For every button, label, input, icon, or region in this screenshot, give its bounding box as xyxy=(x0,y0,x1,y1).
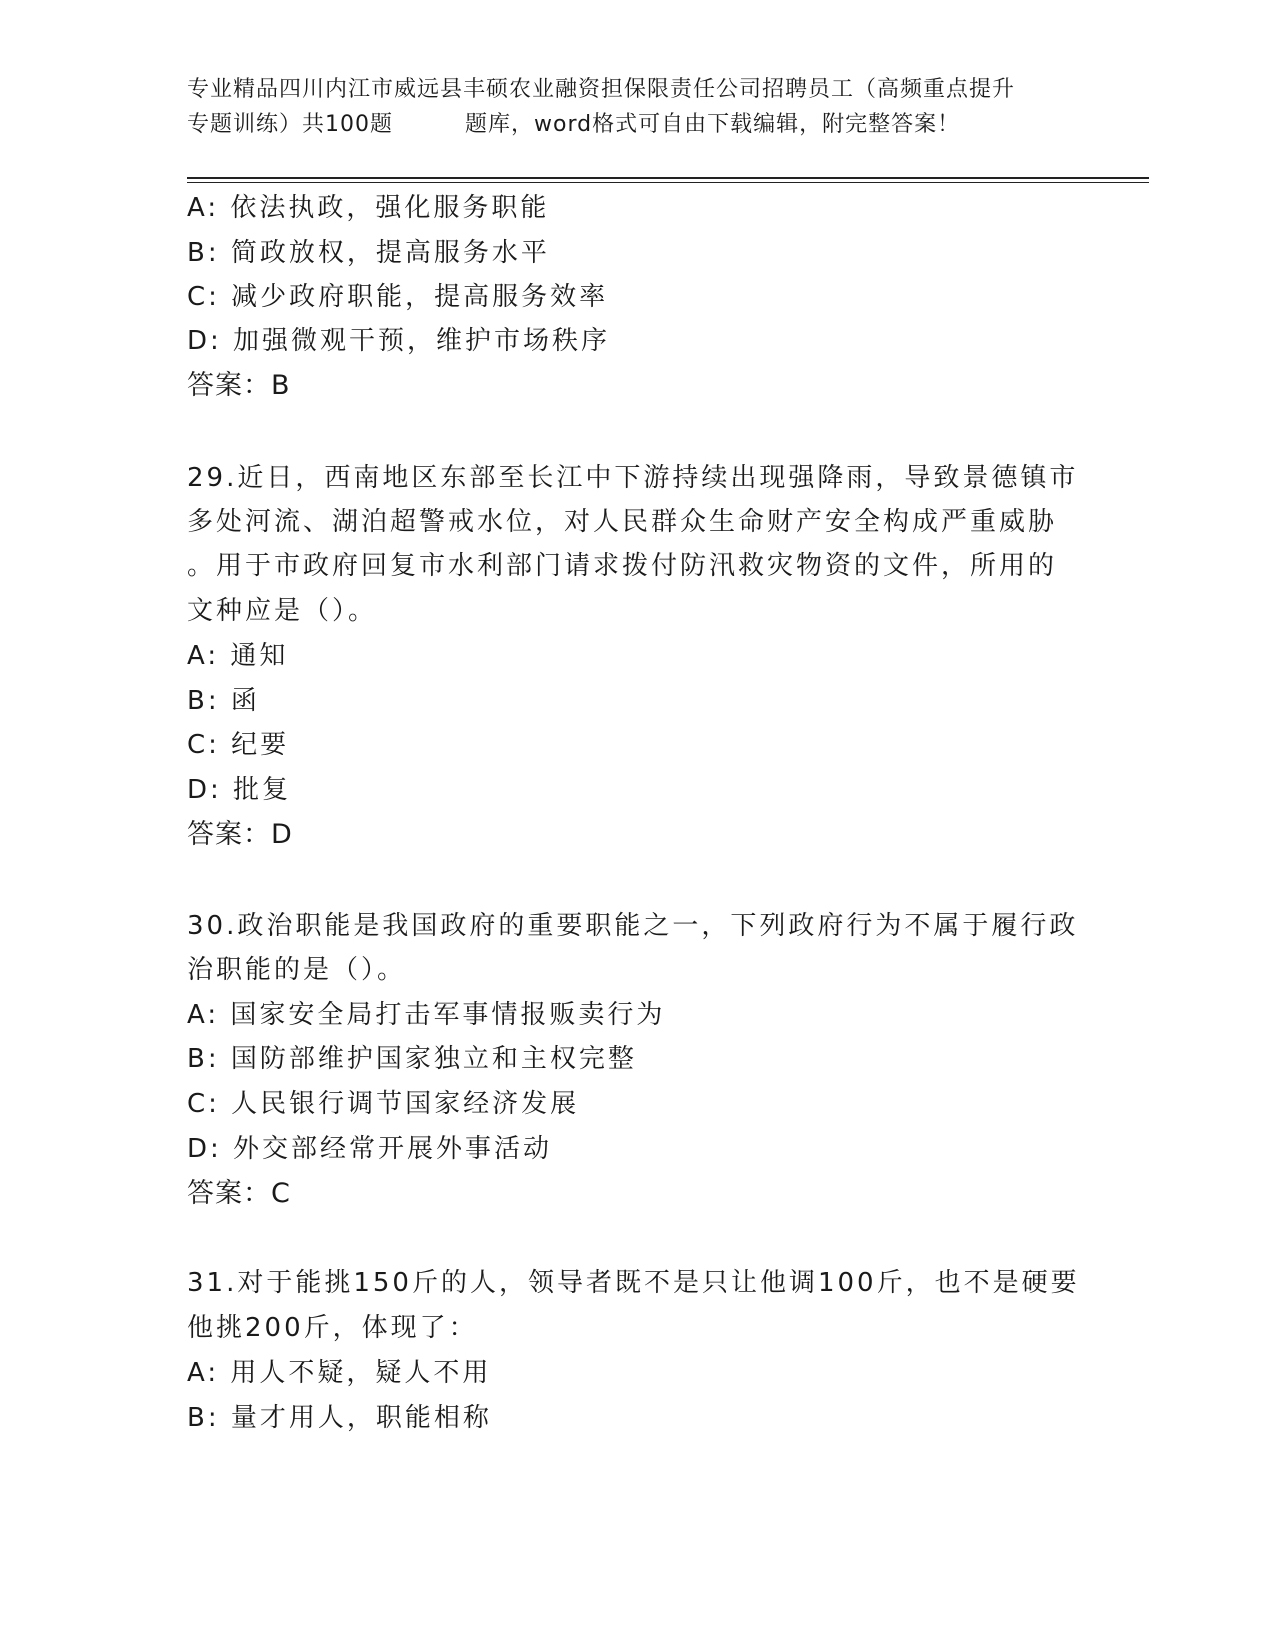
q29-stem-line-3: 。用于市政府回复市水利部门请求拨付防汛救灾物资的文件，所用的 xyxy=(187,551,1058,581)
q31-option-a: A: 用人不疑，疑人不用 xyxy=(187,1358,492,1388)
header-divider-thin xyxy=(187,182,1149,183)
q29-option-a: A: 通知 xyxy=(187,641,289,671)
q31-option-b: B: 量才用人，职能相称 xyxy=(187,1403,492,1433)
q31-stem-line-1: 31.对于能挑150斤的人，领导者既不是只让他调100斤，也不是硬要 xyxy=(187,1268,1080,1298)
header-line-2 xyxy=(187,107,1087,142)
q31-stem-line-2: 他挑200斤，体现了： xyxy=(187,1313,478,1343)
header-divider-thick xyxy=(187,177,1149,179)
document-header xyxy=(187,72,1087,142)
q28-option-b: B: 简政放权，提高服务水平 xyxy=(187,238,550,268)
q30-answer: 答案：C xyxy=(187,1178,291,1209)
q29-option-b: B: 函 xyxy=(187,686,260,716)
q30-option-a: A: 国家安全局打击军事情报贩卖行为 xyxy=(187,1000,666,1030)
q30-stem-line-1: 30.政治职能是我国政府的重要职能之一，下列政府行为不属于履行政 xyxy=(187,911,1079,941)
q30-option-d: D: 外交部经常开展外事活动 xyxy=(187,1134,553,1164)
q28-option-d: D: 加强微观干预，维护市场秩序 xyxy=(187,326,611,356)
header-line-1: 专业精品四川内江市威远县丰硕农业融资担保限责任公司招聘员工（高频重点提升 xyxy=(187,77,1016,102)
q28-option-a: A: 依法执政，强化服务职能 xyxy=(187,193,550,223)
q29-option-c: C: 纪要 xyxy=(187,730,290,760)
q30-option-b: B: 国防部维护国家独立和主权完整 xyxy=(187,1044,637,1074)
header-line-2-part-1: 专题训练）共100题 xyxy=(187,112,393,137)
q30-stem-line-2: 治职能的是（）。 xyxy=(187,955,407,985)
q29-option-d: D: 批复 xyxy=(187,775,292,805)
q29-stem-line-2: 多处河流、湖泊超警戒水位，对人民群众生命财产安全构成严重威胁 xyxy=(187,507,1058,537)
q28-option-c: C: 减少政府职能，提高服务效率 xyxy=(187,282,609,312)
header-line-2-part-2: 题库，word格式可自由下载编辑，附完整答案！ xyxy=(465,112,961,137)
q29-stem-line-4: 文种应是（）。 xyxy=(187,596,378,626)
q29-answer: 答案：D xyxy=(187,819,293,850)
q29-stem-line-1: 29.近日，西南地区东部至长江中下游持续出现强降雨，导致景德镇市 xyxy=(187,463,1079,493)
q28-answer: 答案：B xyxy=(187,370,291,401)
q30-option-c: C: 人民银行调节国家经济发展 xyxy=(187,1089,580,1119)
